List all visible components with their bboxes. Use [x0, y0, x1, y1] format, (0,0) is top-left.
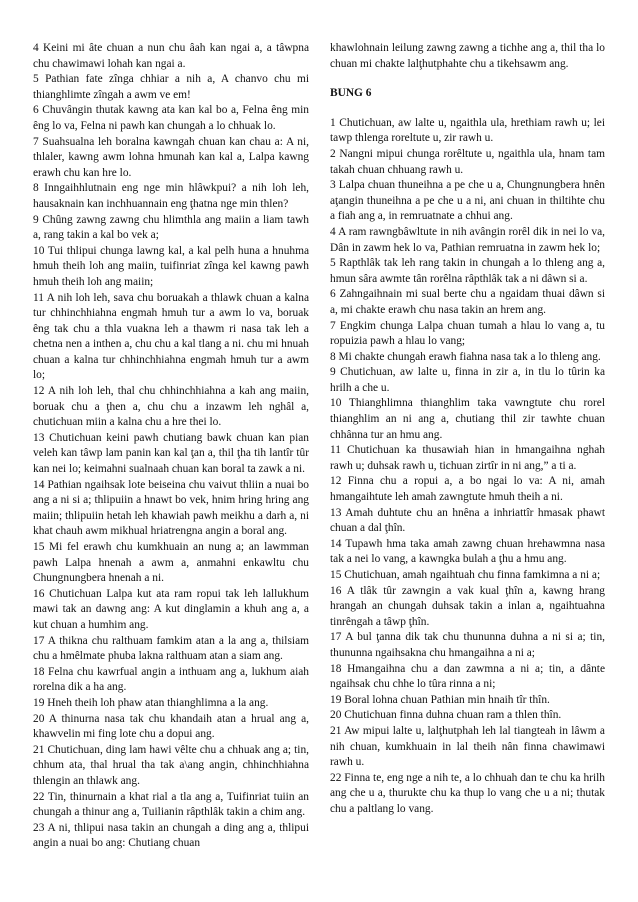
verse: 16 A tlâk tûr zawngin a vak kual ţhîn a, kawng hrang hrangah an chungah duhsak takin a inlan a, ngaihtuahna tinrêngah a tâwp ţhîn. — [330, 584, 605, 628]
verse: 1 Chutichuan, aw lalte u, ngaithla ula, hrethiam rawh u; lei tawp thlenga roreltute u, zir rawh u. — [330, 116, 605, 145]
verse: 14 Tupawh hma taka amah zawng chuan hrehawmna nasa tak a nei lo vang, a kawngka bulah a ţhu a hmu ang. — [330, 537, 605, 566]
verse: 21 Chutichuan, ding lam hawi vêlte chu a chhuak ang a; tin, chhum ata, thal hrual tha tak a\ang angin, chhinchhiahna thlengin an thlawk ang. — [33, 743, 309, 787]
verse: 21 Aw mipui lalte u, lalţhutphah leh lal tiangteah in lâwm a nih chuan, kumkhuain in lal theih nân finna chawimawi rawh u. — [330, 724, 605, 769]
verse: 7 Suahsualna leh boralna kawngah chuan kan chau a: A ni, thlaler, kawng awm lohna hmunah kan kal a, Lalpa kawng erawh chu kan hre lo. — [33, 135, 309, 179]
verse: 8 Inngaihhlutnain eng nge min hlâwkpui? a nih loh leh, hausaknain kan inchhuannain eng ţhatna nge min thlen? — [33, 182, 309, 210]
verse: 6 Zahngaihnain mi sual berte chu a ngaidam thuai dâwn si a, mi chakte erawh chu nasa takin an hrem ang. — [330, 288, 605, 316]
verse: 20 A thinurna nasa tak chu khandaih atan a hrual ang a, khawvelin mi fing lote chu a dopui ang. — [33, 712, 309, 741]
verse: 17 A bul ţanna dik tak chu thununna duhna a ni si a; tin, thununna ngaihsakna chu hmangaihna a ni a; — [330, 631, 605, 659]
verse: 22 Tin, thinurnain a khat rial a tla ang a, Tuifinriat tuiin an chungah a thinur ang a, Tuilianin râpthlâk takin a chim ang. — [33, 790, 309, 819]
verse: 5 Pathian fate zînga chhiar a nih a, A chanvo chu mi thianghlimte zîngah a awm ve em! — [33, 73, 309, 101]
verse: 11 A nih loh leh, sava chu boruakah a thlawk chuan a kalna tur chhinchhiahna engmah hmuh tur a awm lo va, boruak êng tak chu a thla vuakna leh a thawm ri nasa tak leh a chetna nen a inthen a, chu chu a kal tlang a ni. chu mi hnuah chuan a kalna tur chhinchhiahna engmah hmuh tur a awm lo; — [33, 291, 309, 382]
verse: 5 Rapthlâk tak leh rang takin in chungah a lo thleng ang a, hmun sâra awmte tân rorêlna râpthlâk tak a ni dâwn si a. — [330, 257, 605, 285]
verse: 9 Chûng zawng zawng chu hlimthla ang maiin a liam tawh a, rang takin a kal bo vek a; — [33, 213, 309, 242]
verse: 13 Amah duhtute chu an hnêna a inhriattîr hmasak phawt chuan a dal ţhîn. — [330, 506, 605, 535]
verse: 8 Mi chakte chungah erawh fiahna nasa tak a lo thleng ang. — [330, 350, 601, 363]
verse: 22 Finna te, eng nge a nih te, a lo chhuah dan te chu ka hrilh ang che u a, thurukte chu ka thup lo vang che u a ni; thutak chu a paltlang lo vang. — [330, 771, 605, 815]
verse: 14 Pathian ngaihsak lote beiseina chu vaivut thliin a nuai bo ang a ni si a; thlipuiin a hnawt bo vek, hnim hring hring ang maiin; thlipuiin hetah leh khawiah pawh meikhu a darh a, ni khat chauh awm mikhual hriatrengna angin a boral ang. — [33, 478, 309, 538]
verse: 11 Chutichuan ka thusawiah hian in hmangaihna nghah rawh u; duhsak rawh u, tichuan zirtîr in ni ang,” a ti a. — [330, 444, 605, 472]
verse: 7 Engkim chunga Lalpa chuan tumah a hlau lo vang a, tu ropuizia pawh a hlau lo vang; — [330, 319, 605, 348]
verse: 12 Finna chu a ropui a, a bo ngai lo va: A ni, amah hmangaihtute leh amah zawngtute hmuh theih a ni. — [330, 475, 605, 504]
left-column — [33, 41, 309, 852]
verse: 12 A nih loh leh, thal chu chhinchhiahna a kah ang maiin, boruak chu a ţhen a, chu chu a inzawm leh nghâl a, chutichuan miin a kalna chu a hre thei lo. — [33, 385, 309, 429]
chapter-heading: BUNG 6 — [330, 87, 372, 100]
verse: 2 Nangni mipui chunga rorêltute u, ngaithla ula, hnam tam takah chuan chhuang rawh u. — [330, 147, 605, 176]
verse: 10 Tui thlipui chunga lawng kal, a kal pelh huna a hnuhma hmuh theih loh ang maiin, tuifinriat zînga kel kawng pawh hmuh theih loh ang maiin; — [33, 244, 309, 288]
verse: 16 Chutichuan Lalpa kut ata ram ropui tak leh lallukhum mawi tak an dawng ang: A kut dinglamin a khuh ang a, a kut chuan a humhim ang. — [33, 587, 309, 631]
verse: 20 Chutichuan finna duhna chuan ram a thlen thîn. — [330, 709, 562, 722]
verse: 6 Chuvângin thutak kawng ata kan kal bo a, Felna êng min êng lo va, Felna ni pawh kan chungah a lo chhuak lo. — [33, 104, 309, 132]
verse: 3 Lalpa chuan thuneihna a pe che u a, Chungnungbera hnên aţangin thuneihna a pe che u a ni, ani chuan in thiltihte chu a fiah ang a, in remruatnate a chhui ang. — [330, 179, 605, 223]
right-column — [330, 41, 605, 818]
verse: 4 Keini mi âte chuan a nun chu âah kan ngai a, a tâwpna chu chawimawi lohah kan ngai a. — [33, 42, 309, 70]
verse: 4 A ram rawngbâwltute in nih avângin rorêl dik in nei lo va, Dân in zawm hek lo va, Pathian remruatna in zawm hek lo; — [330, 225, 605, 254]
verse: 10 Thianghlimna thianghlim taka vawngtute chu rorel thianghlim an ni ang a, chutiang thil zir tawhte chuan chhânna tur an hmu ang. — [330, 397, 605, 441]
verse: 23 A ni, thlipui nasa takin an chungah a ding ang a, thlipui angin a nuai bo ang: Chutiang chuan — [33, 821, 309, 850]
verse: 18 Felna chu kawrfual angin a inthuam ang a, lukhum aiah rorelna dik a ha ang. — [33, 665, 309, 694]
verse: 19 Boral lohna chuan Pathian min hnaih tîr thîn. — [330, 693, 550, 706]
verse-continuation: khawlohnain leilung zawng zawng a tichhe ang a, thil tha lo chuan mi chakte lalţhutphahte chu a tikehsawm ang. — [330, 42, 605, 70]
verse: 15 Mi fel erawh chu kumkhuain an nung a; an lawmman pawh Lalpa hnenah a awm a, anmahni enkawltu chu Chungnungbera hnenah a ni. — [33, 541, 309, 585]
verse: 17 A thikna chu ralthuam famkim atan a la ang a, thilsiam chu a hmêlmate phuba lakna ralthuam atan a siam ang. — [33, 634, 309, 663]
verse: 18 Hmangaihna chu a dan zawmna a ni a; tin, a dânte ngaihsak chu chhe lo tûra rinna a ni; — [330, 662, 605, 691]
verse: 9 Chutichuan, aw lalte u, finna in zir a, in tlu lo tûrin ka hrilh a che u. — [330, 366, 605, 394]
verse: 13 Chutichuan keini pawh chutiang bawk chuan kan pian veleh kan tâwp lam panin kan kal ţan a, thil ţha tih lantîr tûr kan nei lo; keimahni sualnaah chuan kan boral ta zawk a ni. — [33, 431, 309, 476]
verse: 19 Hneh theih loh phaw atan thianghlimna a la ang. — [33, 696, 269, 709]
verse: 15 Chutichuan, amah ngaihtuah chu finna famkimna a ni a; — [330, 569, 601, 581]
